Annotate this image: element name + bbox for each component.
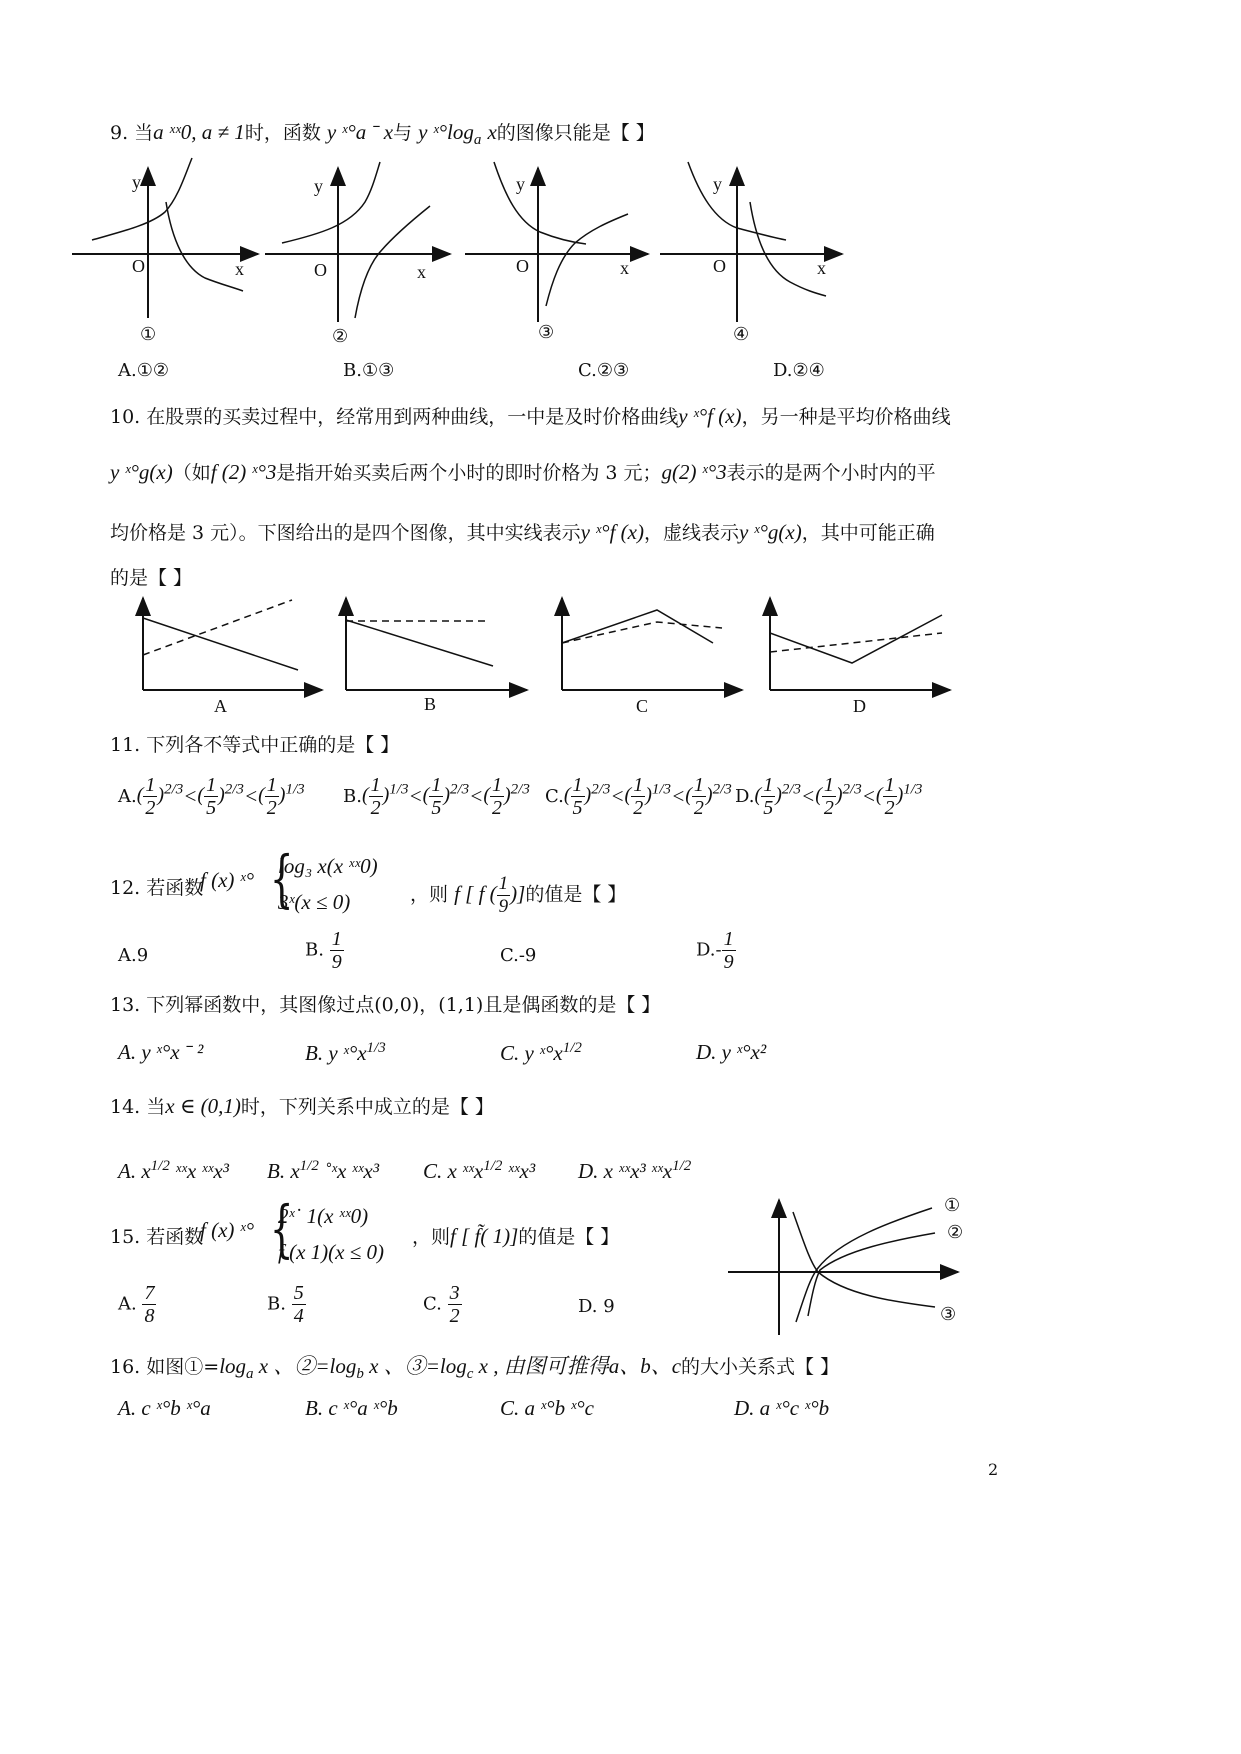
q11-term: $\frac{1}{5}$ [572, 774, 583, 819]
q9-g1-label: ① [140, 324, 157, 344]
q10-graph-b-label: B [424, 694, 437, 714]
q12-option-a: A.9 [118, 945, 149, 966]
q9-g1-x: x [235, 259, 244, 279]
q15-curve-1 [796, 1208, 932, 1322]
q13-option-d: D. y ˣ°x² [696, 1040, 767, 1064]
q15-stem-b: ，则f [ f̃( 1)]的值是【 】 [412, 1224, 620, 1248]
q11-option-a: A.( $\frac{1}{2}$ )$^{2/3}$<( $\frac{1}{5}$ )$^{2/3}$<( $\frac{1}{2}$ )$^{1/3}$ [118, 774, 305, 819]
q9-option-c: C.②③ [578, 360, 630, 381]
q15-stem-a: 15. 若函数 [110, 1226, 204, 1248]
q12-option-b: B. $\frac{1}{9}$ [305, 928, 342, 973]
q12-stem-a: 12. 若函数 [110, 877, 204, 899]
q9-g4-label: ④ [733, 324, 750, 344]
q15-option-b: B. $\frac{5}{4}$ [267, 1282, 304, 1327]
q12-case2: 3ˣ(x ≤ 0) [278, 890, 351, 914]
q11-option-b: B.( $\frac{1}{2}$ )$^{1/3}$<( $\frac{1}{5}$ )$^{2/3}$<( $\frac{1}{2}$ )$^{2/3}$ [343, 774, 530, 819]
q11-term: $\frac{1}{2}$ [266, 774, 277, 819]
q11-term: $\frac{1}{5}$ [763, 774, 774, 819]
q9-g1-y: y [132, 172, 141, 192]
q13-option-c: C. y $ˣ^\circ x^{1/2}$ [500, 1040, 582, 1065]
q9-g2-label: ② [332, 326, 349, 346]
q9-g4-y: y [713, 174, 722, 194]
q12-option-c: C.-9 [500, 945, 537, 966]
q9-g4-o: O [713, 256, 726, 276]
q9-g3-x: x [620, 258, 629, 278]
q12-stem-b: ，则 f [ f ( $\frac{1}{9}$ )]的值是【 】 [410, 873, 627, 917]
q15-case2: f (x 1)(x ≤ 0) [278, 1240, 384, 1264]
q9-g2-o: O [314, 260, 327, 280]
q13-stem: 13. 下列幂函数中，其图像过点(0,0)，(1,1)且是偶函数的是【 】 [110, 994, 661, 1016]
q12-fx: f (x) ˣ° [200, 868, 254, 892]
q15-curve-3 [793, 1212, 935, 1307]
q9-g3-label: ③ [538, 322, 555, 342]
q14-stem: 14. 当x ∈ (0,1)时，下列关系中成立的是【 】 [110, 1094, 494, 1118]
q10-line3: 均价格是 3 元）。下图给出的是四个图像，其中实线表示y ˣ°f (x)，虚线表示y ˣ°g(x)，其中可能正确 [110, 520, 935, 544]
q9-g4-x: x [817, 258, 826, 278]
q9-g3-y: y [516, 174, 525, 194]
q9-option-a: A.①② [118, 360, 169, 381]
q15-curve-label-3: ③ [940, 1304, 957, 1324]
q12-brace: { [269, 842, 294, 915]
q9-option-b: B.①③ [343, 360, 395, 381]
q10-graph-c-label: C [636, 696, 649, 716]
q9-g3-o: O [516, 256, 529, 276]
page-number: 2 [988, 1460, 999, 1479]
q15-case1: 2ˣ˙ 1(x ˣˣ0) [278, 1204, 369, 1228]
q16-option-a: A. c ˣ°b ˣ°a [118, 1396, 211, 1420]
q15-brace: { [269, 1192, 294, 1265]
q16-option-d: D. a ˣ°c ˣ°b [734, 1396, 830, 1420]
q10-graph-a-label: A [214, 696, 227, 716]
q10-line2: y ˣ°g(x)（如f (2) ˣ°3是指开始买卖后两个小时的即时价格为 3 元；g(2) ˣ°3表示的是两个小时内的平 [110, 460, 936, 484]
q15-option-a: A. $\frac{7}{8}$ [118, 1282, 155, 1327]
q10-graph-d-label: D [853, 696, 866, 716]
q15-curve-label-1: ① [944, 1195, 961, 1215]
q11-term: $\frac{1}{5}$ [206, 774, 217, 819]
q11-term: $\frac{1}{2}$ [145, 774, 156, 819]
q14-option-a: A. $x^{1/2}$ ˣˣx ˣˣx³ [118, 1158, 229, 1183]
q10-line4: 的是【 】 [110, 567, 193, 589]
q11-stem: 11. 下列各不等式中正确的是【 】 [110, 734, 400, 756]
q15-curve-label-2: ② [947, 1222, 964, 1242]
q16-option-c: C. a ˣ°b ˣ°c [500, 1396, 594, 1420]
q9-option-d: D.②④ [773, 360, 825, 381]
q11-term: $\frac{1}{2}$ [823, 774, 834, 819]
q9-g1-o: O [132, 256, 145, 276]
q11-term: $\frac{1}{2}$ [370, 774, 381, 819]
q9-g2-y: y [314, 176, 323, 196]
q15-option-c: C. $\frac{3}{2}$ [423, 1282, 460, 1327]
q11-term: $\frac{1}{2}$ [693, 774, 704, 819]
q11-option-c: C.( $\frac{1}{5}$ )$^{2/3}$<( $\frac{1}{2}$ )$^{1/3}$<( $\frac{1}{2}$ )$^{2/3}$ [545, 774, 732, 819]
q10-line1: 10. 在股票的买卖过程中，经常用到两种曲线，一中是及时价格曲线y ˣ°f (x)，另一种是平均价格曲线 [110, 404, 951, 428]
q14-option-b: B. $x^{1/2}$ ˚ˣx ˣˣx³ [267, 1158, 380, 1183]
q11-term: $\frac{1}{2}$ [633, 774, 644, 819]
q15-option-d: D. 9 [578, 1296, 615, 1317]
q11-term: $\frac{1}{5}$ [431, 774, 442, 819]
q13-option-a: A. y ˣ°x ˉ ² [118, 1040, 204, 1064]
q11-term: $\frac{1}{2}$ [492, 774, 502, 819]
q15-curve-2 [808, 1233, 935, 1316]
q14-option-d: D. x ˣˣx³ ˣˣx$^{1/2}$ [578, 1158, 692, 1183]
q9-g2-x: x [417, 262, 426, 282]
q16-option-b: B. c ˣ°a ˣ°b [305, 1396, 398, 1420]
q15-fx: f (x) ˣ° [200, 1218, 254, 1242]
q11-option-d: D.( $\frac{1}{5}$ )$^{2/3}$<( $\frac{1}{2}$ )$^{2/3}$<( $\frac{1}{2}$ )$^{1/3}$ [735, 774, 923, 819]
q13-option-b: B. y $ˣ^\circ x^{1/3}$ [305, 1040, 386, 1065]
q12-option-d: D.- $\frac{1}{9}$ [696, 928, 734, 973]
q9-stem: 9. 当a ˣˣ0, a ≠ 1时，函数 y ˣ°a ˉ x与 y $ˣ^\circ\log_a$ x的图像只能是【 】 [110, 120, 655, 148]
q11-term: $\frac{1}{2}$ [884, 774, 895, 819]
q12-case1: log₃ x(x ˣˣ0) [278, 854, 378, 878]
q16-stem: 16. 如图$①=\log_a$ x 、$②=\log_b$ x 、$③=\log_c$ x , 由图可推得a、b、c的大小关系式【 】 [110, 1354, 840, 1382]
q14-option-c: C. x ˣˣx$^{1/2}$ ˣˣx³ [423, 1158, 536, 1183]
